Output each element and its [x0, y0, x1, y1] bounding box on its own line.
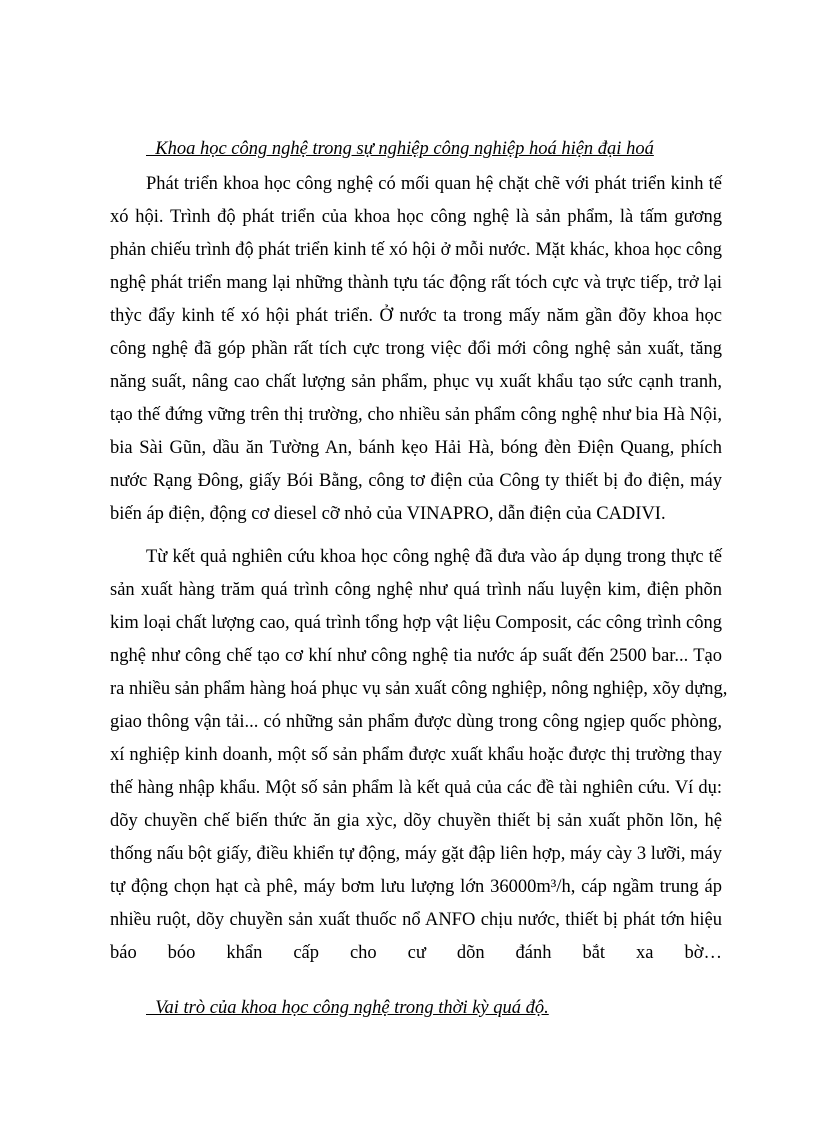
section-heading-industrialization: Khoa học công nghệ trong sự nghiệp công nghiệp hoá hiện đại hoá	[146, 139, 654, 159]
paragraph-line: tạo thế đứng vững trên thị trường, cho nhiều sản phẩm công nghệ như bia Hà Nội,	[110, 405, 722, 425]
paragraph-line: tự động chọn hạt cà phê, máy bơm lưu lượng lớn 36000m³/h, cáp ngầm trung áp	[110, 877, 722, 897]
paragraph-line: biến áp điện, động cơ diesel cỡ nhỏ của VINAPRO, dẫn điện của CADIVI.	[110, 504, 666, 524]
paragraph-line: báo bóo khẩn cấp cho cư dõn đánh bắt xa bờ…	[110, 943, 722, 963]
paragraph-line: phản chiếu trình độ phát triển kinh tế xó hội ở mỗi nước. Mặt khác, khoa học công	[110, 240, 722, 260]
paragraph-line: xí nghiệp kinh doanh, một số sản phẩm được xuất khẩu hoặc được thị trường thay	[110, 745, 722, 765]
paragraph-line: dõy chuyền chế biến thức ăn gia xỳc, dõy chuyền thiết bị sản xuất phõn lõn, hệ	[110, 811, 722, 831]
paragraph-line: nghệ phát triển mang lại những thành tựu tác động rất tóch cực và trực tiếp, trở lại	[110, 273, 722, 293]
paragraph-line: ra nhiều sản phẩm hàng hoá phục vụ sản xuất công nghiệp, nông nghiệp, xõy dựng,	[110, 679, 728, 699]
paragraph-line: nhiều ruột, dõy chuyền sản xuất thuốc nổ ANFO chịu nước, thiết bị phát tớn hiệu	[110, 910, 722, 930]
paragraph-line: thỳc đẩy kinh tế xó hội phát triển. Ở nước ta trong mấy năm gần đõy khoa học	[110, 306, 722, 326]
paragraph-line: xó hội. Trình độ phát triển của khoa học công nghệ là sản phẩm, là tấm gương	[110, 207, 722, 227]
paragraph-line: giao thông vận tải... có những sản phẩm được dùng trong công ngịep quốc phòng,	[110, 712, 722, 732]
paragraph-line: công nghệ đã góp phần rất tích cực trong việc đổi mới công nghệ sản xuất, tăng	[110, 339, 722, 359]
paragraph-line: thế hàng nhập khẩu. Một số sản phẩm là kết quả của các đề tài nghiên cứu. Ví dụ:	[110, 778, 722, 798]
paragraph-line: nghệ như công chế tạo cơ khí như công nghệ tia nước áp suất đến 2500 bar... Tạo	[110, 646, 722, 666]
section-heading-transition-role: Vai trò của khoa học công nghệ trong thời kỳ quá độ.	[146, 998, 549, 1018]
paragraph-line: kim loại chất lượng cao, quá trình tổng hợp vật liệu Composit, các công trình công	[110, 613, 722, 633]
paragraph-line: bia Sài Gũn, dầu ăn Tường An, bánh kẹo Hải Hà, bóng đèn Điện Quang, phích	[110, 438, 722, 458]
paragraph-line: năng suất, nâng cao chất lượng sản phẩm, phục vụ xuất khẩu tạo sức cạnh tranh,	[110, 372, 722, 392]
paragraph-line: Từ kết quả nghiên cứu khoa học công nghệ đã đưa vào áp dụng trong thực tế	[146, 547, 722, 567]
paragraph-line: nước Rạng Đông, giấy Bói Bằng, công tơ điện của Công ty thiết bị đo điện, máy	[110, 471, 722, 491]
paragraph-line: thống nấu bột giấy, điều khiển tự động, máy gặt đập liên hợp, máy cày 3 lưỡi, máy	[110, 844, 722, 864]
paragraph-line: Phát triển khoa học công nghệ có mối quan hệ chặt chẽ với phát triển kinh tế	[146, 174, 722, 194]
paragraph-line: sản xuất hàng trăm quá trình công nghệ như quá trình nấu luyện kim, điện phõn	[110, 580, 722, 600]
